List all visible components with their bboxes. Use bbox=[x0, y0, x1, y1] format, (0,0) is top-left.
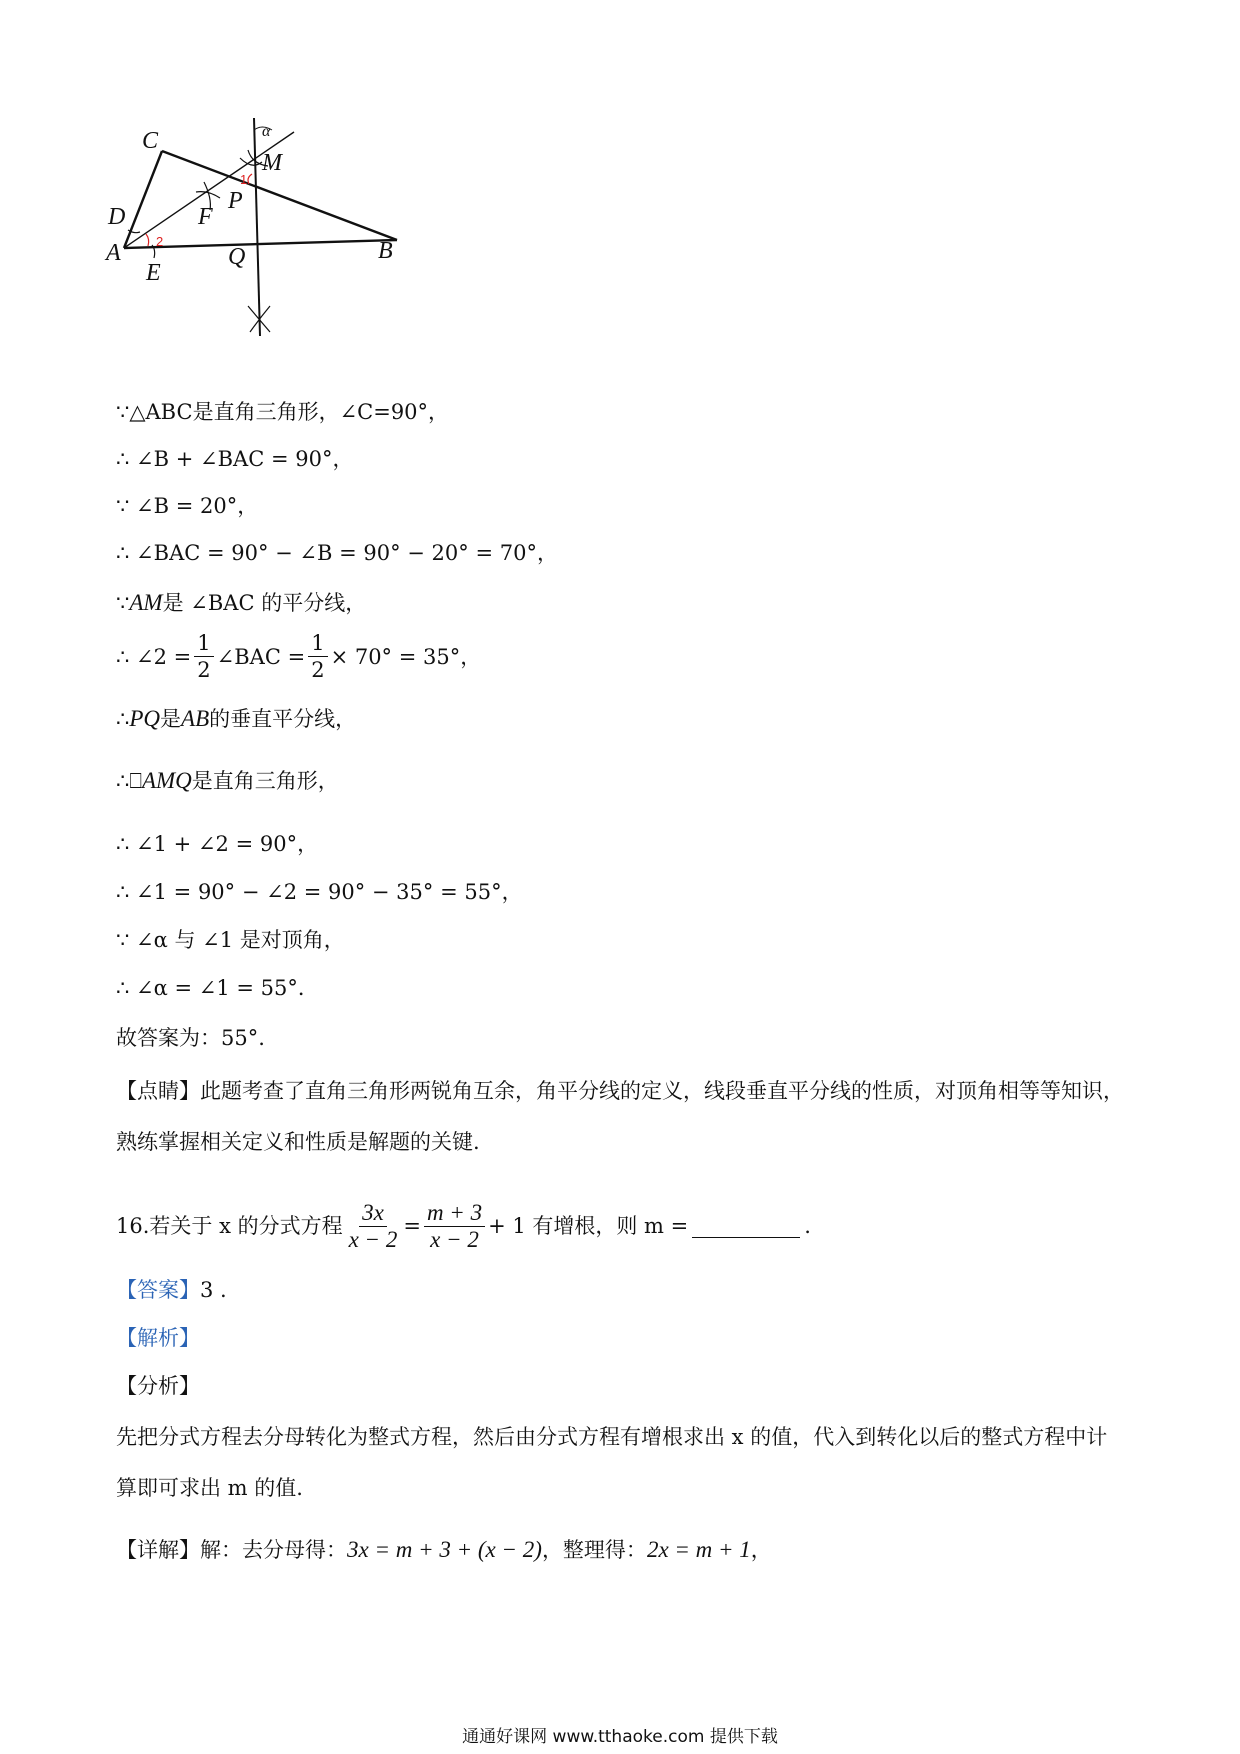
fraction-half bbox=[308, 630, 327, 683]
fraction-numerator: 1 bbox=[194, 630, 213, 657]
question-text: . bbox=[804, 1214, 811, 1238]
label-f: F bbox=[198, 204, 213, 230]
answer-label: 【答案】 bbox=[116, 1278, 200, 1302]
proof-line-6 bbox=[116, 630, 481, 683]
proof-text: ∴ ∠BAC = 90° − ∠B = 90° − 20° = 70°， bbox=[116, 541, 558, 565]
proof-text: ∴ ∠1 + ∠2 = 90°， bbox=[116, 832, 319, 856]
proof-line-3 bbox=[116, 490, 258, 522]
proof-text: ∴ ∠B + ∠BAC = 90°， bbox=[116, 447, 354, 471]
question-text: + 1 有增根，则 m = bbox=[488, 1214, 689, 1238]
proof-text: ∵ ∠B = 20°， bbox=[116, 494, 259, 518]
proof-text: ∴ ∠α = ∠1 = 55°． bbox=[116, 976, 319, 1000]
paragraph-text: 此题考查了直角三角形两锐角互余，角平分线的定义，线段垂直平分线的性质，对顶角相等等知识，熟练掌握相关定义和性质是解题的关键. bbox=[116, 1079, 1124, 1154]
label-b: B bbox=[378, 238, 393, 264]
proof-text: ∴ bbox=[116, 707, 130, 731]
answer-line bbox=[116, 1274, 227, 1306]
fraction-half bbox=[194, 630, 213, 683]
proof-text: ∵ bbox=[116, 591, 130, 615]
label-m: M bbox=[262, 150, 282, 176]
math-variable: AMQ bbox=[141, 768, 192, 793]
proof-line-10 bbox=[116, 876, 523, 908]
label-d: D bbox=[108, 204, 126, 230]
label-a: A bbox=[106, 240, 121, 266]
fraction-numerator: 1 bbox=[308, 630, 327, 657]
segment-ab bbox=[124, 240, 397, 248]
paragraph-text: 先把分式方程去分母转化为整式方程，然后由分式方程有增根求出 x 的值，代入到转化以后的整式方程中计算即可求出 m 的值. bbox=[116, 1425, 1108, 1500]
proof-text: 是 bbox=[160, 707, 182, 731]
question-text: 16.若关于 x 的分式方程 bbox=[116, 1214, 343, 1238]
question-16 bbox=[116, 1196, 811, 1256]
label-angle-2: 2 bbox=[156, 234, 164, 249]
paragraph-text: 解：去分母得： bbox=[200, 1538, 347, 1562]
angle-1-arc bbox=[248, 174, 252, 184]
math-variable: AB bbox=[181, 706, 210, 731]
fenxi-label-line bbox=[116, 1370, 200, 1402]
angle-2-arc bbox=[146, 234, 149, 246]
proof-line-8 bbox=[116, 765, 339, 797]
math-variable: PQ bbox=[129, 706, 161, 731]
section-label: 【点睛】 bbox=[116, 1079, 200, 1103]
label-angle-1: 1 bbox=[240, 172, 248, 187]
geometry-figure bbox=[106, 118, 472, 380]
proof-line-4 bbox=[116, 537, 558, 569]
fraction-numerator: m + 3 bbox=[424, 1200, 485, 1227]
fenxi-paragraph bbox=[116, 1412, 1128, 1514]
proof-text: 是直角三角形， bbox=[191, 769, 339, 793]
proof-line-7 bbox=[116, 703, 356, 735]
answer-blank bbox=[692, 1215, 800, 1238]
proof-line-11 bbox=[116, 924, 345, 956]
proof-text: ∠BAC = bbox=[216, 644, 306, 669]
label-e: E bbox=[146, 260, 161, 286]
answer-value: 3 . bbox=[200, 1278, 227, 1302]
fraction-3x bbox=[346, 1200, 401, 1253]
label-alpha: α bbox=[262, 123, 271, 140]
proof-text: ∵ ∠α 与 ∠1 是对顶角， bbox=[116, 928, 345, 952]
fraction-denominator: 2 bbox=[197, 658, 211, 682]
proof-line-1 bbox=[116, 396, 449, 428]
label-q: Q bbox=[228, 244, 246, 270]
proof-line-9 bbox=[116, 828, 318, 860]
math-variable: AM bbox=[129, 590, 163, 615]
fraction-denominator: 2 bbox=[311, 658, 325, 682]
fraction-denominator: x − 2 bbox=[430, 1226, 479, 1252]
fenxi-label: 【分析】 bbox=[116, 1374, 200, 1398]
label-p: P bbox=[228, 188, 243, 214]
proof-line-13 bbox=[116, 1022, 265, 1054]
fraction-m3 bbox=[424, 1200, 485, 1253]
proof-text: 故答案为：55°. bbox=[116, 1026, 265, 1050]
proof-text: ∵△ABC是直角三角形，∠C=90°， bbox=[116, 400, 450, 424]
paragraph-text: ，整理得： bbox=[541, 1538, 647, 1562]
proof-text: × 70° = 35°， bbox=[330, 644, 482, 669]
proof-line-2 bbox=[116, 443, 353, 475]
jiexi-line bbox=[116, 1322, 200, 1354]
proof-text: ∴ ∠2 = bbox=[116, 644, 192, 669]
proof-text: ∴⎕ bbox=[116, 769, 142, 793]
proof-line-5 bbox=[116, 587, 366, 619]
equation: 2x = m + 1 bbox=[646, 1537, 751, 1562]
equals-sign: = bbox=[403, 1214, 421, 1238]
xiangjie-label: 【详解】 bbox=[116, 1538, 200, 1562]
proof-text: 的垂直平分线， bbox=[209, 707, 357, 731]
footer: 通通好课网 www.tthaoke.com 提供下载 bbox=[462, 1727, 778, 1747]
proof-text: ∴ ∠1 = 90° − ∠2 = 90° − 35° = 55°， bbox=[116, 880, 523, 904]
proof-text: 是 ∠BAC 的平分线， bbox=[162, 591, 367, 615]
label-c: C bbox=[142, 128, 159, 154]
fraction-numerator: 3x bbox=[359, 1200, 387, 1227]
jiexi-label: 【解析】 bbox=[116, 1326, 200, 1350]
xiangjie-line bbox=[116, 1534, 772, 1566]
equation: 3x = m + 3 + (x − 2) bbox=[347, 1537, 542, 1562]
fraction-denominator: x − 2 bbox=[348, 1226, 398, 1252]
perpendicular-bisector-pq bbox=[254, 118, 260, 336]
dianjing-paragraph bbox=[116, 1066, 1128, 1168]
paragraph-text: ， bbox=[750, 1538, 772, 1562]
proof-line-12 bbox=[116, 972, 319, 1004]
